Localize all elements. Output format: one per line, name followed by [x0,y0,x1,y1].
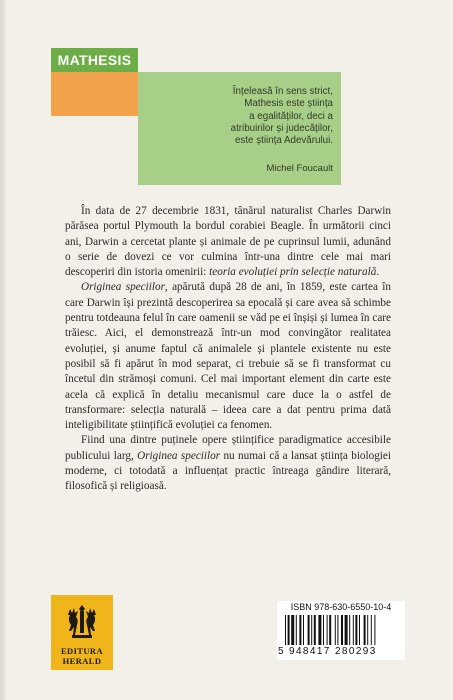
barcode-bar [345,615,348,645]
description-paragraph [65,433,391,494]
barcode-bar [296,615,297,645]
quote-author: Michel Foucault [266,163,333,174]
barcode-bar [291,615,294,645]
book-title-italic: Originea speciilor [137,449,221,462]
barcode-bar [299,615,301,645]
barcode-bar [329,615,331,645]
quote-line: Mathesis este știința [244,98,333,110]
book-title-italic: Originea speciilor [81,281,165,294]
text-run: Fiind una dintre puținele opere științifice paradigmatice accesibile publicului larg, [65,434,391,462]
barcode-bar [318,615,321,645]
barcode-bar [308,615,310,645]
barcode-bar [349,615,350,645]
barcode-bar [285,615,286,645]
barcode-bar [335,615,336,645]
quote-line: atribuirilor și judecăților, [230,122,333,134]
ean-first-digit: 5 [278,646,284,657]
barcode-bar [359,615,360,645]
description-paragraph [65,280,391,433]
barcode-bar [303,615,304,645]
heraldic-deer-icon [60,601,104,645]
barcode-bar [337,615,338,645]
book-description [65,204,391,495]
quote-text [147,86,333,147]
barcode-bar [288,615,290,645]
barcode-bar [374,615,375,645]
publisher-logo [51,595,113,670]
barcode-bar [353,615,354,645]
series-label: MATHESIS [51,48,138,72]
spine-edge [1,0,7,700]
barcode-bar [311,615,312,645]
italic-run: teoria evoluției prin selecție naturală [209,266,377,279]
isbn-text: ISBN 978-630-6550-10-4 [290,602,392,612]
quote-line: este știința Adevărului. [234,135,333,147]
barcode-bar [341,615,343,645]
text-run: nu numai că a lansat știința biologiei moderne, ci totodată a influențat practic întreaga gândire literară, filosofică și religioasă. [65,449,391,493]
barcode-bar [364,615,366,645]
barcode-bar [314,615,316,645]
barcode-bar [323,615,324,645]
barcode-bar [327,615,328,645]
accent-block [51,72,138,116]
quote-line: Înțeleasă în sens strict, [232,86,333,97]
barcode-bar [367,615,368,645]
ean-digits: 948417 280293 [289,646,377,657]
text-run: . [376,266,380,279]
publisher-name-line1: EDITURA [60,646,103,656]
barcode-bar [371,615,372,645]
publisher-name-line2: HERALD [62,656,102,666]
description-paragraph [65,204,391,280]
text-run: În data de 27 decembrie 1831, tânărul naturalist Charles Darwin părăsea portul Plymouth la bordul corabiei Beagle. În următorii cinci ani, Darwin a cercetat plante și animale de pe cuprinsul lumii, adunând o serie de dovezi ce vor culmina într-una dintre cele mai mari descoperiri din istoria omenirii: [65,205,391,279]
text-run: , apărută după 28 de ani, în 1859, este cartea în care Darwin își prezintă descoperirea sa epocală și care avea să schimbe pentru totdeauna felul în care oamenii se văd pe ei înșiși și lumea în care trăiesc. Aici, el demonstrează într-un mod convingător realitatea evoluției, și anume faptul că animalele și plantele existente nu este posibil să fi apărut în mod separat, ci trebuie să se fi transformat cu încetul din strămoși comuni. Cel mai important element din carte este acela că explică în detaliu mecanismul care duce la o astfel de transformare: selecția naturală – ideea care a dat pentru prima dată inteligibilitate științifică evoluției ca fenomen. [65,281,391,432]
barcode-bar [355,615,357,645]
quote-line: a egalităților, deci a [249,110,333,122]
barcode-bars [285,615,399,649]
